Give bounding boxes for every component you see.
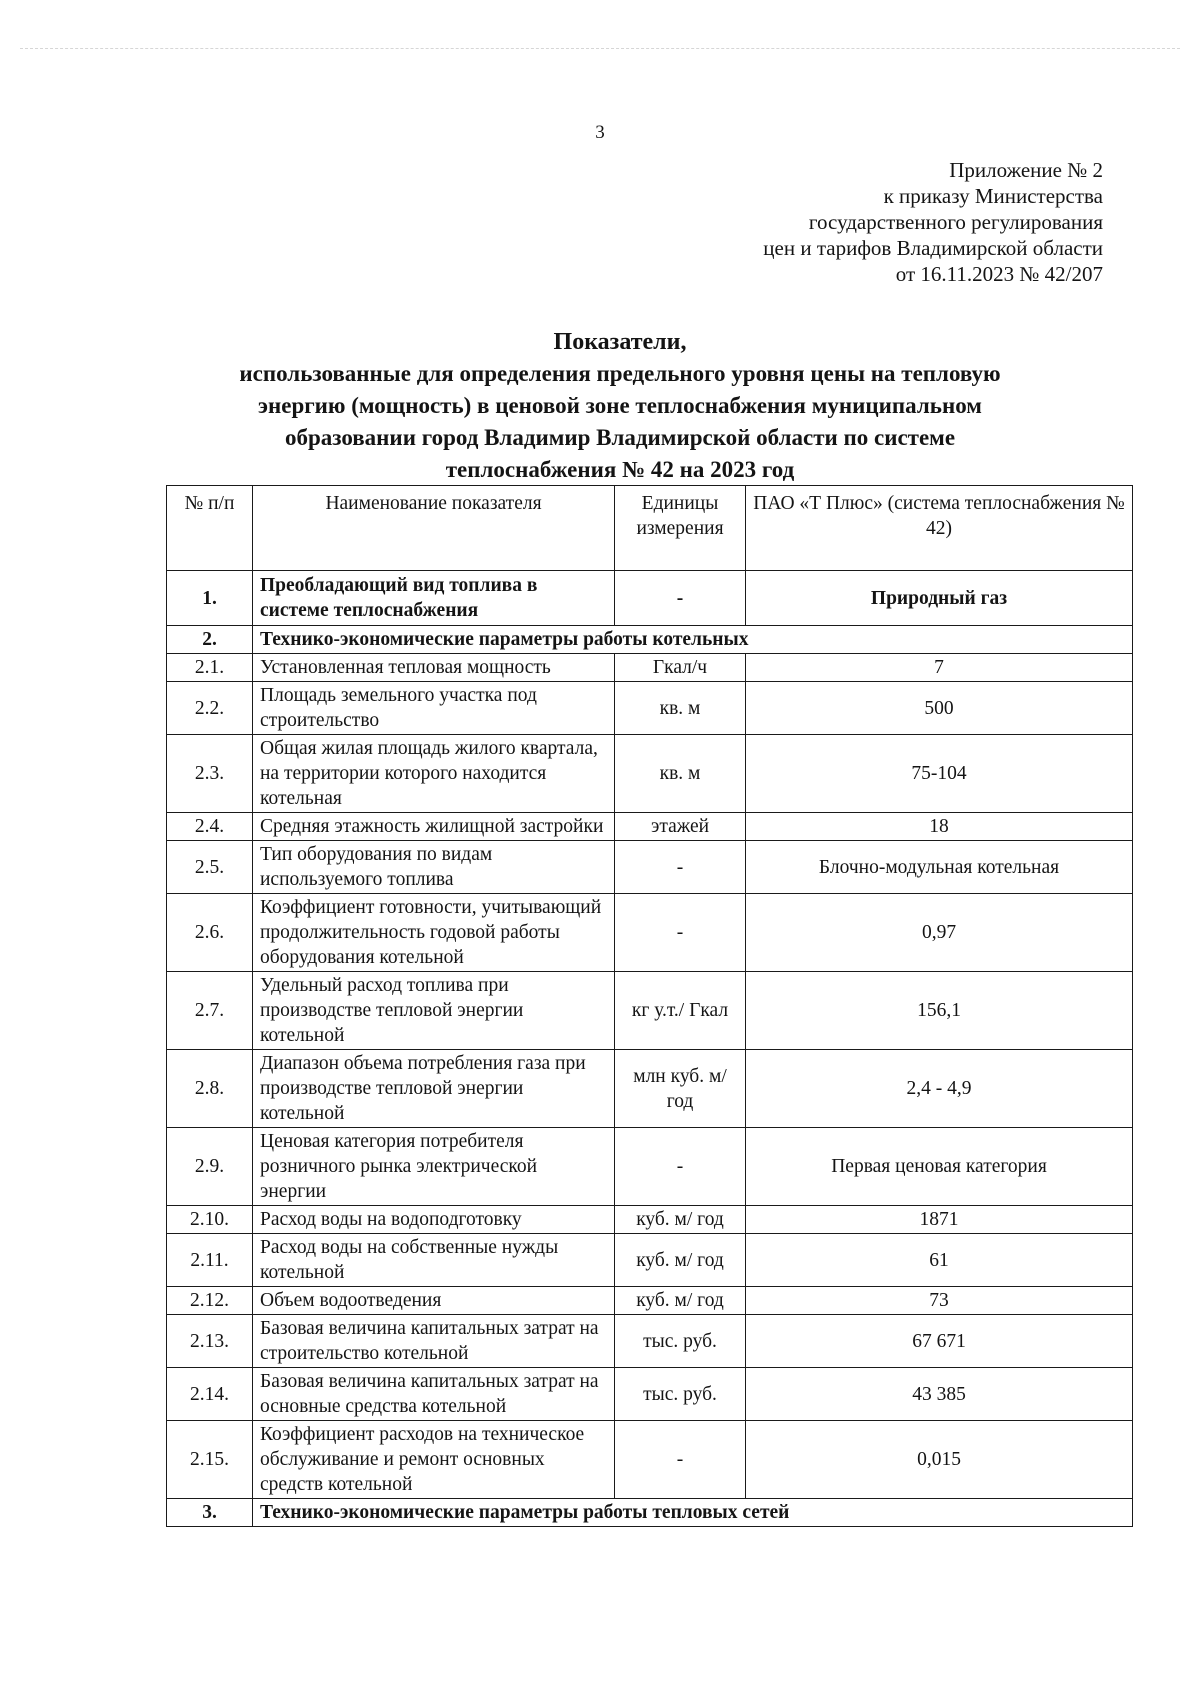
row-value: Первая ценовая категория (746, 1128, 1133, 1206)
row-number: 1. (167, 571, 253, 626)
row-number: 2.8. (167, 1050, 253, 1128)
row-number: 2.4. (167, 813, 253, 841)
row-unit: тыс. руб. (615, 1368, 746, 1421)
row-number: 2.1. (167, 654, 253, 682)
row-value: 18 (746, 813, 1133, 841)
table-row (167, 1287, 1133, 1315)
row-unit: Гкал/ч (615, 654, 746, 682)
row-number: 2.9. (167, 1128, 253, 1206)
row-value: Блочно-модульная котельная (746, 841, 1133, 894)
table-row (167, 1234, 1133, 1287)
row-number: 2.14. (167, 1368, 253, 1421)
table-row (167, 735, 1133, 813)
header-value: ПАО «Т Плюс» (система теплоснабжения № 42) (746, 486, 1133, 571)
table-row (167, 1421, 1133, 1499)
row-indicator-name: Ценовая категория потребителя розничного рынка электрической энергии (253, 1128, 615, 1206)
row-number: 2.13. (167, 1315, 253, 1368)
table-row (167, 682, 1133, 735)
row-value: 0,015 (746, 1421, 1133, 1499)
row-indicator-name: Тип оборудования по видам используемого топлива (253, 841, 615, 894)
row-value: 43 385 (746, 1368, 1133, 1421)
table-row (167, 571, 1133, 626)
appendix-line: к приказу Министерства (883, 184, 1103, 208)
table-row (167, 841, 1133, 894)
row-indicator-name: Площадь земельного участка под строительство (253, 682, 615, 735)
row-indicator-name: Расход воды на собственные нужды котельной (253, 1234, 615, 1287)
page-number: 3 (595, 122, 605, 143)
row-indicator-name: Удельный расход топлива при производстве тепловой энергии котельной (253, 972, 615, 1050)
row-value: 7 (746, 654, 1133, 682)
table-row (167, 1206, 1133, 1234)
title-line: Показатели, (553, 329, 687, 355)
row-number: 2.11. (167, 1234, 253, 1287)
appendix-line: государственного регулирования (808, 210, 1103, 234)
table-row (167, 894, 1133, 972)
row-number: 2.5. (167, 841, 253, 894)
appendix-line: от 16.11.2023 № 42/207 (895, 262, 1103, 286)
row-number: 2. (167, 626, 253, 654)
row-value: 61 (746, 1234, 1133, 1287)
row-indicator-name: Общая жилая площадь жилого квартала, на территории которого находится котельная (253, 735, 615, 813)
row-unit: куб. м/ год (615, 1287, 746, 1315)
row-unit: - (615, 894, 746, 972)
table-row (167, 1368, 1133, 1421)
row-unit: куб. м/ год (615, 1234, 746, 1287)
row-indicator-name: Базовая величина капитальных затрат на строительство котельной (253, 1315, 615, 1368)
appendix-line: Приложение № 2 (949, 158, 1103, 182)
title-line: образовании город Владимир Владимирской области по системе (284, 425, 956, 450)
table-row (167, 654, 1133, 682)
row-unit: куб. м/ год (615, 1206, 746, 1234)
indicators-table (166, 485, 1133, 1527)
row-value: 75-104 (746, 735, 1133, 813)
row-unit: тыс. руб. (615, 1315, 746, 1368)
title-line: теплоснабжения № 42 на 2023 год (445, 457, 795, 482)
row-value: Природный газ (746, 571, 1133, 626)
table-row (167, 1315, 1133, 1368)
row-value: 0,97 (746, 894, 1133, 972)
row-unit: млн куб. м/год (615, 1050, 746, 1128)
row-unit: - (615, 571, 746, 626)
table-row (167, 626, 1133, 654)
row-indicator-name: Средняя этажность жилищной застройки (253, 813, 615, 841)
row-value: 73 (746, 1287, 1133, 1315)
row-value: 67 671 (746, 1315, 1133, 1368)
title-line: использованные для определения предельного уровня цены на тепловую (239, 361, 1001, 386)
table-row (167, 1050, 1133, 1128)
row-number: 2.10. (167, 1206, 253, 1234)
row-indicator-name: Расход воды на водоподготовку (253, 1206, 615, 1234)
appendix-line: цен и тарифов Владимирской области (763, 236, 1103, 260)
row-unit: кв. м (615, 735, 746, 813)
document-title (160, 326, 1080, 486)
row-number: 2.12. (167, 1287, 253, 1315)
row-number: 2.6. (167, 894, 253, 972)
row-value: 2,4 - 4,9 (746, 1050, 1133, 1128)
row-number: 3. (167, 1499, 253, 1527)
row-unit: - (615, 1421, 746, 1499)
row-indicator-name: Технико-экономические параметры работы котельных (253, 626, 1133, 654)
table-header-row (167, 486, 1133, 571)
row-indicator-name: Базовая величина капитальных затрат на основные средства котельной (253, 1368, 615, 1421)
row-number: 2.7. (167, 972, 253, 1050)
table-body (167, 571, 1133, 1527)
row-indicator-name: Коэффициент расходов на техническое обслуживание и ремонт основных средств котельной (253, 1421, 615, 1499)
row-indicator-name: Технико-экономические параметры работы тепловых сетей (253, 1499, 1133, 1527)
row-unit: кв. м (615, 682, 746, 735)
header-name: Наименование показателя (253, 486, 615, 571)
row-value: 1871 (746, 1206, 1133, 1234)
table-row (167, 1499, 1133, 1527)
row-indicator-name: Преобладающий вид топлива в системе теплоснабжения (253, 571, 615, 626)
row-unit: - (615, 1128, 746, 1206)
row-value: 156,1 (746, 972, 1133, 1050)
row-unit: кг у.т./ Гкал (615, 972, 746, 1050)
row-unit: - (615, 841, 746, 894)
appendix-header (763, 157, 1103, 287)
table-row (167, 1128, 1133, 1206)
header-number: № п/п (167, 486, 253, 571)
table-row (167, 972, 1133, 1050)
title-line: энергию (мощность) в ценовой зоне теплоснабжения муниципальном (258, 393, 982, 418)
row-number: 2.15. (167, 1421, 253, 1499)
header-unit: Единицы измерения (615, 486, 746, 571)
row-indicator-name: Объем водоотведения (253, 1287, 615, 1315)
row-number: 2.2. (167, 682, 253, 735)
row-indicator-name: Диапазон объема потребления газа при производстве тепловой энергии котельной (253, 1050, 615, 1128)
table-row (167, 813, 1133, 841)
row-value: 500 (746, 682, 1133, 735)
row-unit: этажей (615, 813, 746, 841)
row-number: 2.3. (167, 735, 253, 813)
scan-artifact-line (20, 48, 1180, 49)
row-indicator-name: Коэффициент готовности, учитывающий продолжительность годовой работы оборудования котельной (253, 894, 615, 972)
row-indicator-name: Установленная тепловая мощность (253, 654, 615, 682)
